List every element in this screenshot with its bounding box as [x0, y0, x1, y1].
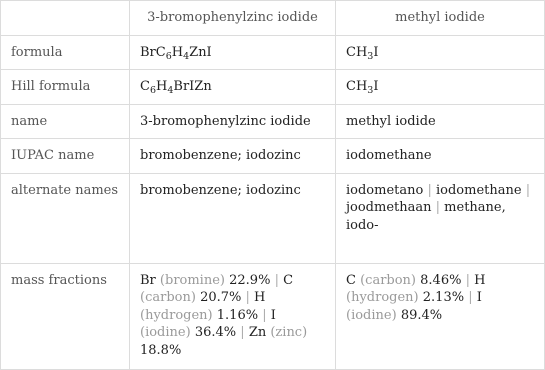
name-compound-1: 3-bromophenylzinc iodide [130, 104, 336, 139]
alternate-names-compound-1 [130, 173, 336, 263]
row-name [1, 104, 545, 139]
header-row [1, 1, 545, 36]
element-name: (bromine) [159, 272, 225, 288]
element-symbol: Zn [248, 325, 267, 340]
mass-value: 22.9% [229, 272, 271, 288]
element-symbol: C [346, 272, 356, 288]
header-compound-2: methyl iodide [336, 1, 545, 36]
row-mass-fractions [1, 263, 545, 369]
header-compound-1: 3-bromophenylzinc iodide [130, 1, 336, 36]
separator: | [468, 290, 473, 305]
mass-value: 1.16% [216, 307, 259, 323]
element-name: (iodine) [346, 307, 397, 323]
row-hill-formula [1, 70, 545, 105]
hill-formula-compound-1: $C_6H_4BrIZn$ [130, 70, 336, 105]
separator: | [525, 182, 531, 198]
formula-compound-1: $BrC_6H_4ZnI$ [130, 35, 336, 70]
alternate-name: iodomethane [436, 182, 522, 198]
mass-fractions-compound-1 [130, 263, 336, 369]
row-iupac-name [1, 139, 545, 174]
alternate-name: joodmethaan [346, 200, 432, 215]
alternate-name: methane, iodo- [346, 200, 506, 233]
element-name: (hydrogen) [346, 290, 419, 305]
separator: | [274, 272, 279, 288]
iupac-name-compound-2: iodomethane [336, 139, 545, 174]
row-label-formula: formula [1, 35, 130, 70]
element-name: (carbon) [360, 272, 417, 288]
row-alternate-names [1, 173, 545, 263]
element-symbol: H [474, 272, 486, 288]
row-formula [1, 35, 545, 70]
mass-fractions-compound-2 [336, 263, 545, 369]
header-empty-cell [1, 1, 130, 36]
element-symbol: I [476, 290, 482, 305]
separator: | [427, 182, 432, 198]
element-name: (zinc) [270, 325, 308, 340]
name-compound-2: methyl iodide [336, 104, 545, 139]
element-symbol: Br [140, 272, 156, 288]
separator: | [240, 325, 245, 340]
separator: | [435, 200, 441, 215]
row-label-alternate-names: alternate names [1, 173, 130, 263]
element-name: (hydrogen) [140, 307, 213, 323]
element-symbol: C [283, 272, 294, 288]
separator: | [245, 290, 250, 305]
mass-value: 2.13% [422, 290, 465, 305]
separator: | [262, 307, 267, 323]
alternate-name: bromobenzene; iodozinc [140, 182, 301, 198]
row-label-iupac-name: IUPAC name [1, 139, 130, 174]
hill-formula-compound-2: $CH_3I$ [336, 70, 545, 105]
element-name: (iodine) [140, 325, 191, 340]
mass-value: 18.8% [140, 342, 182, 358]
mass-value: 20.7% [200, 290, 242, 305]
row-label-hill-formula: Hill formula [1, 70, 130, 105]
mass-value: 36.4% [194, 325, 237, 340]
element-name: (carbon) [140, 290, 196, 305]
element-symbol: I [270, 307, 276, 323]
mass-value: 8.46% [420, 272, 462, 288]
separator: | [465, 272, 470, 288]
mass-value: 89.4% [400, 307, 443, 323]
formula-compound-2: $CH_3I$ [336, 35, 545, 70]
row-label-name: name [1, 104, 130, 139]
iupac-name-compound-1: bromobenzene; iodozinc [130, 139, 336, 174]
element-symbol: H [254, 290, 266, 305]
alternate-name: iodometano [346, 182, 424, 198]
alternate-names-compound-2 [336, 173, 545, 263]
row-label-mass-fractions: mass fractions [1, 263, 130, 369]
